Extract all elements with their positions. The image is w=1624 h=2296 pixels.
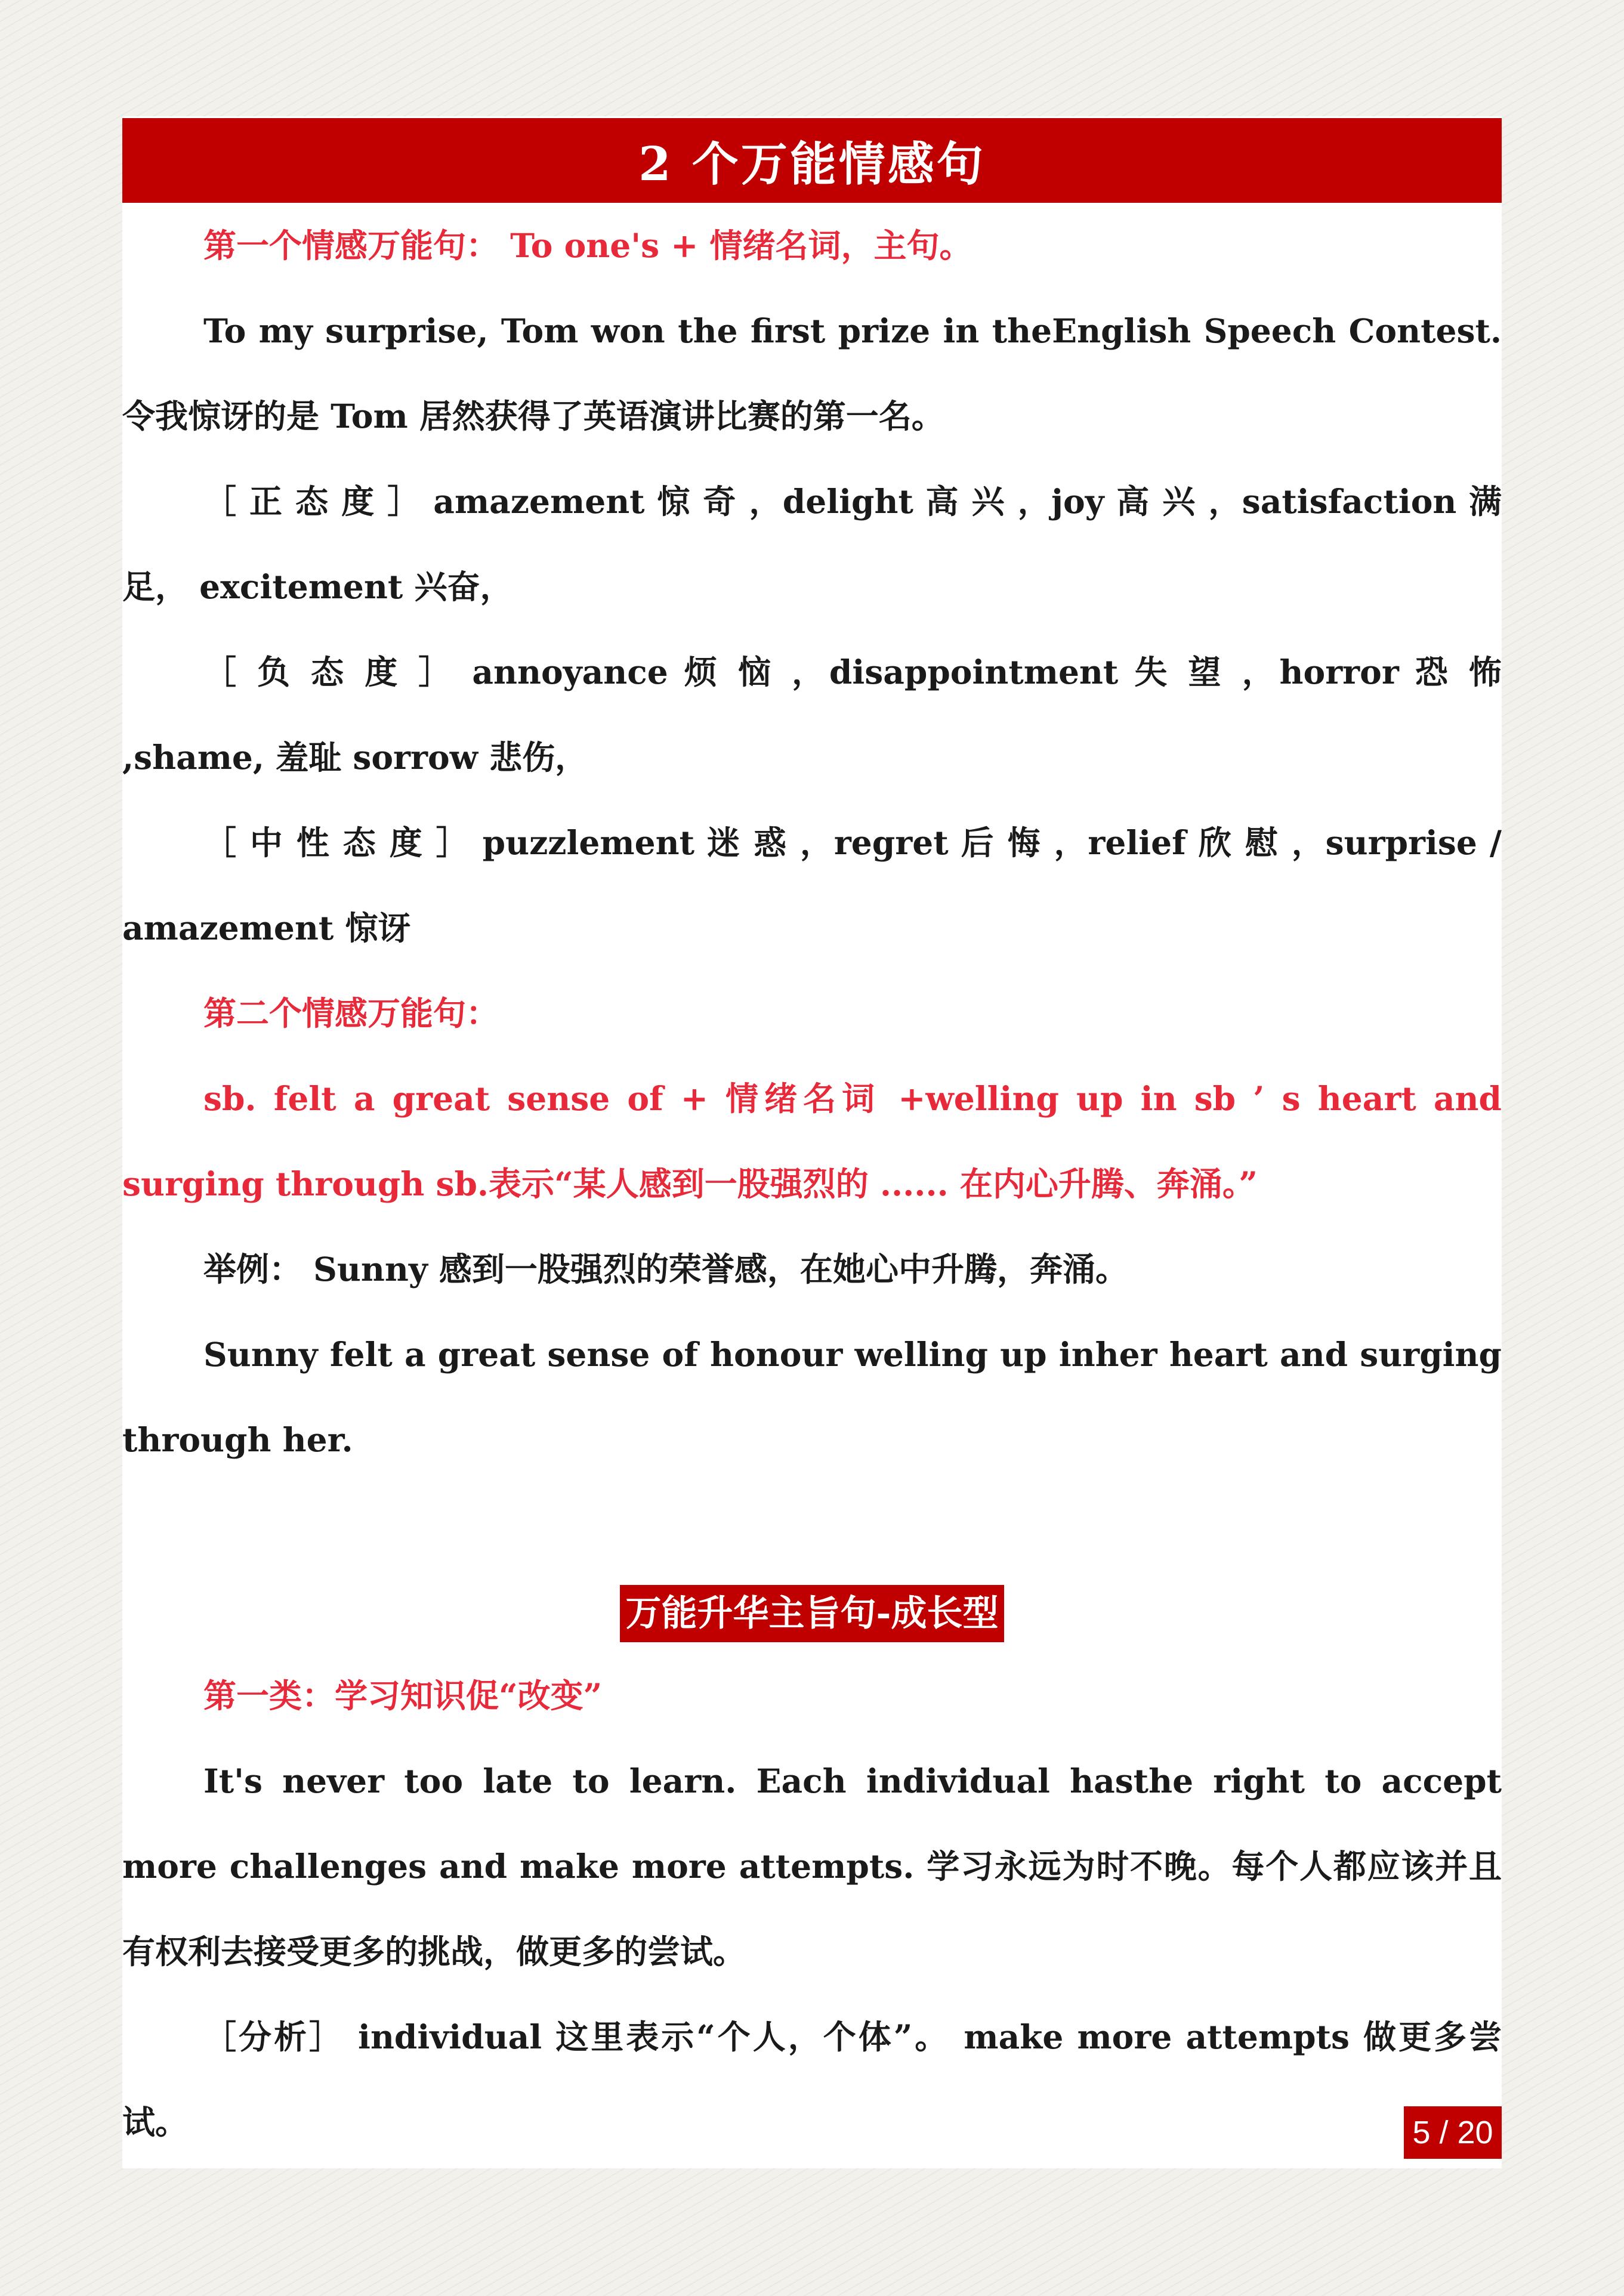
page-number-badge: 5 / 20 (1404, 2106, 1502, 2159)
page-title: 2 个万能情感句 (122, 118, 1502, 203)
positive-attitude-list: ［ 正 态 度 ］ amazement 惊 奇 ，delight 高 兴 ，joy 高 兴 ，satisfaction 满足， excitement 兴奋， (122, 482, 1502, 606)
neutral-attitude-list: ［ 中 性 态 度 ］ puzzlement 迷 惑 ，regret 后 悔 ，relief 欣 慰 ，surprise / amazement 惊讶 (122, 823, 1502, 947)
negative-attitude-list: ［ 负 态 度 ］ annoyance 烦 恼 ，disappointment 失 望 ，horror 恐 怖 ,shame, 羞耻 sorrow 悲伤， (122, 653, 1502, 777)
section-title-wrapper (122, 1568, 1502, 1653)
main-content (122, 203, 1502, 2165)
section-spacer (122, 1482, 1502, 1568)
emotion-sentence-2-example-cn: 举例： Sunny 感到一股强烈的荣誉感，在她心中升腾，奔涌。 (203, 1250, 1128, 1288)
emotion-sentence-1-example: To my surprise, Tom won the first prize in theEnglish Speech Contest. 令我惊讶的是 Tom 居然获得了英语演讲比赛的第一名。 (122, 311, 1502, 435)
growth-analysis: ［分析］ individual 这里表示“个人，个体”。 make more attempts 做更多尝试。 (122, 2017, 1502, 2142)
emotion-sentence-2-formula: sb. felt a great sense of + 情绪名词 +welling up in sb ’ s heart and surging through sb.表示“某人感到一股强烈的 ...... 在内心升腾、奔涌。” (122, 1079, 1502, 1203)
emotion-sentence-1-heading: 第一个情感万能句： To one's + 情绪名词，主句。 (203, 226, 972, 265)
emotion-sentence-2-heading: 第二个情感万能句： (203, 994, 499, 1033)
growth-category-heading: 第一类：学习知识促“改变” (203, 1676, 603, 1715)
emotion-sentence-2-example-en: Sunny felt a great sense of honour welling up inher heart and surging through her. (122, 1335, 1502, 1459)
section-title: 万能升华主旨句-成长型 (620, 1585, 1005, 1642)
growth-sentence: It's never too late to learn. Each individual hasthe right to accept more challenges and make more attempts. 学习永远为时不晚。每个人都应该并且有权利去接受更多的挑战，做更多的尝试。 (122, 1762, 1502, 1971)
